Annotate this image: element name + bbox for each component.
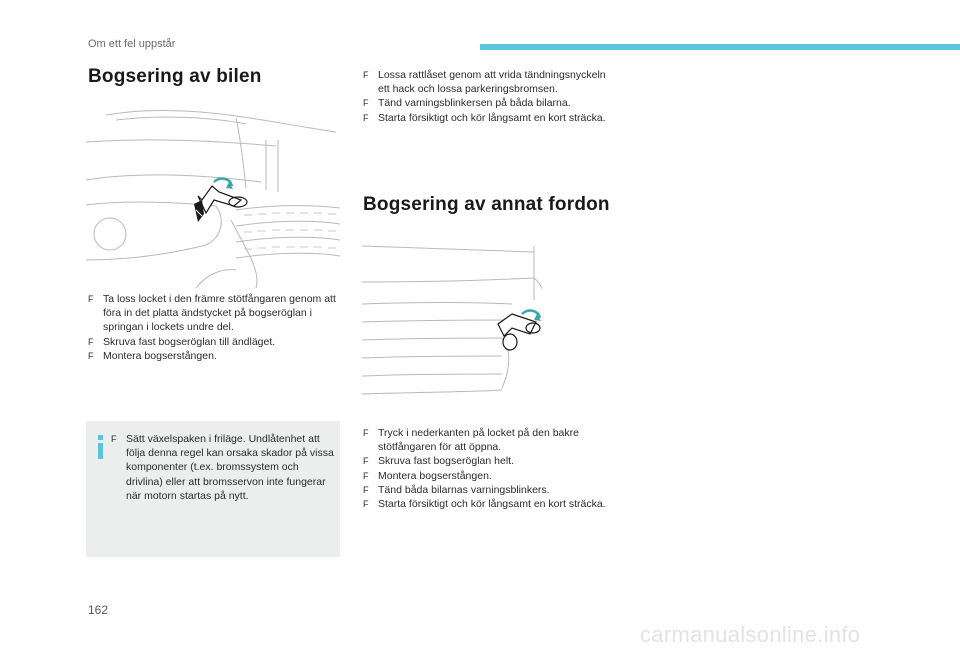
bullet-icon: F xyxy=(363,70,369,80)
bullet-icon: F xyxy=(363,98,369,109)
list-item: F Montera bogserstången. xyxy=(88,349,217,362)
watermark: carmanualsonline.info xyxy=(640,622,861,647)
bullet-icon: F xyxy=(111,434,117,444)
list-item: F Tänd varningsblinkersen på båda bilarna. xyxy=(363,97,571,110)
bullet-icon: F xyxy=(363,428,369,438)
list-item: F Skruva fast bogseröglan helt. xyxy=(363,455,514,468)
bullet-icon: F xyxy=(88,350,94,361)
page-number: 162 xyxy=(88,603,109,617)
list-item xyxy=(111,432,336,503)
heading-towing-own-car: Bogsering av bilen xyxy=(88,66,262,87)
list-item: F Starta försiktigt och kör långsamt en kort sträcka. xyxy=(363,111,606,124)
bullet-icon: F xyxy=(363,484,369,495)
bullet-icon: F xyxy=(363,112,369,123)
bullet-icon: F xyxy=(88,336,94,347)
heading-towing-other-vehicle: Bogsering av annat fordon xyxy=(363,194,610,215)
info-note-list xyxy=(111,432,336,503)
list-item: F Tryck i nederkanten på locket på den bakre stötfångaren för att öppna. xyxy=(363,427,579,454)
towing-own-car-steps-continued xyxy=(363,68,613,125)
front-towing-steps xyxy=(88,292,338,363)
bullet-icon: F xyxy=(363,456,369,467)
bullet-icon: F xyxy=(363,499,369,510)
list-item: F Starta försiktigt och kör långsamt en kort sträcka. xyxy=(363,498,606,511)
list-item: F Skruva fast bogseröglan till ändläget. xyxy=(88,335,276,348)
bullet-icon: F xyxy=(88,294,94,304)
info-icon xyxy=(92,435,108,459)
section-header-bar xyxy=(480,44,960,50)
list-item: F Tänd båda bilarnas varningsblinkers. xyxy=(363,483,550,496)
bullet-icon: F xyxy=(363,470,369,481)
info-note-box xyxy=(86,421,340,557)
section-header-label: Om ett fel uppstår xyxy=(88,38,176,50)
towing-other-vehicle-steps xyxy=(363,426,613,511)
front-bumper-towing-eye-illustration xyxy=(86,110,340,288)
info-note-text: Sätt växelspaken i friläge. Undlåtenhet att följa denna regel kan orsaka skador på vissa komponenter (t.ex. bromssystem och drivlina) eller att bromsservon inte fungerar när motorn startas på nytt. xyxy=(126,433,334,502)
list-item: F Lossa rattlåset genom att vrida tändningsnyckeln ett hack och lossa parkeringsbromsen. xyxy=(363,69,606,96)
list-item: F Ta loss locket i den främre stötfångaren genom att föra in det platta ändstycket på bogseröglan i springan i lockets undre del. xyxy=(88,293,336,334)
rear-bumper-towing-eye-illustration xyxy=(362,240,542,400)
list-item: F Montera bogserstången. xyxy=(363,469,492,482)
